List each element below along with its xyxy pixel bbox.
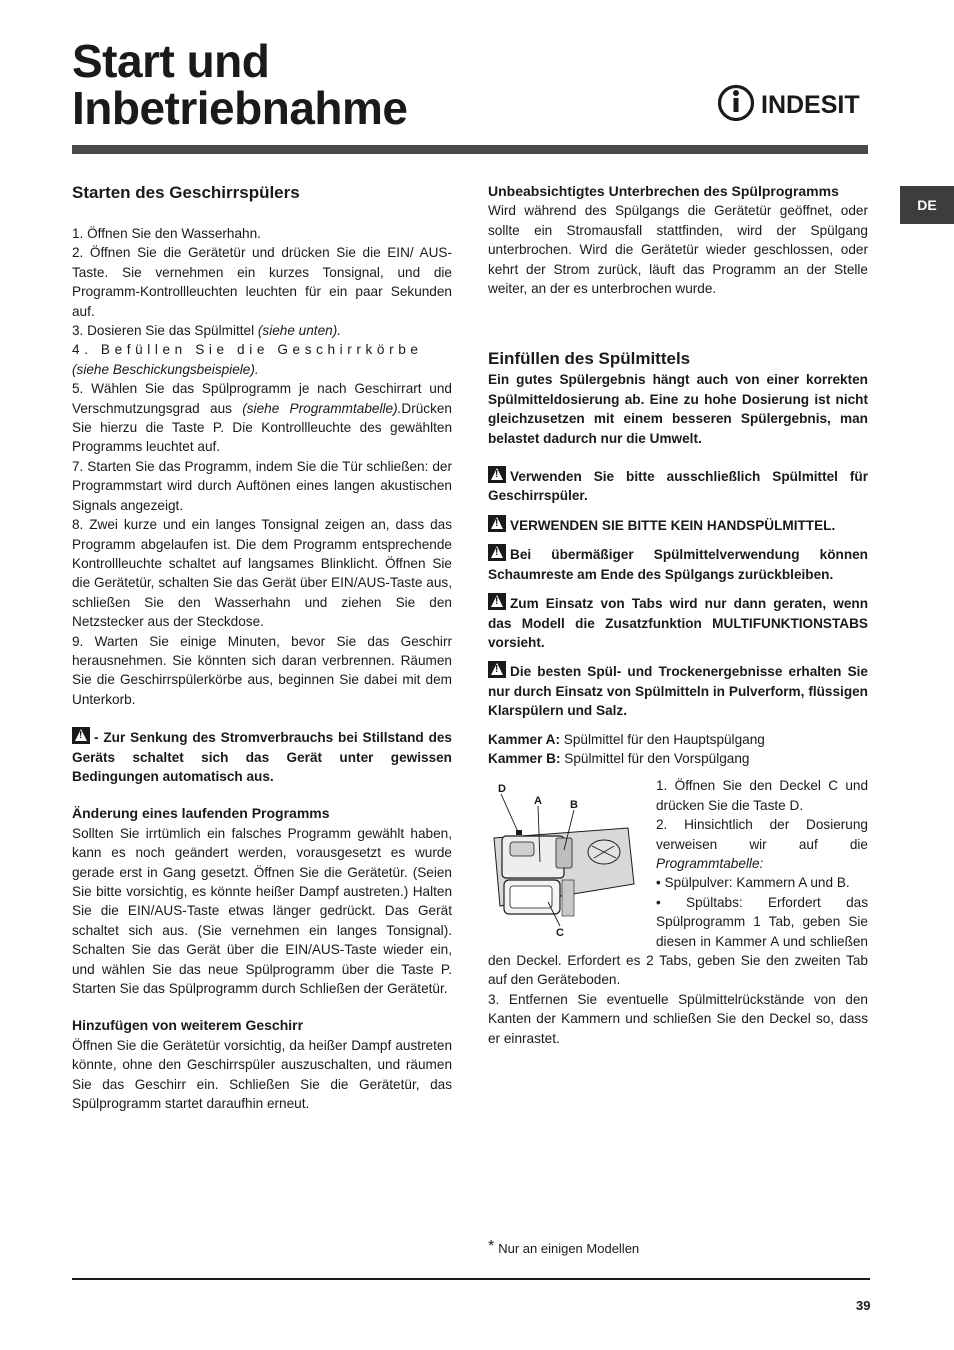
warning-4: !Zum Einsatz von Tabs wird nur dann geraten, wenn das Modell die Zusatzfunktion MULTIFUNKTIONSTABS vorsieht.: [488, 593, 868, 652]
warning-3: !Bei übermäßiger Spülmittelverwendung können Schaumreste am Ende des Spülgangs zurückbleiben.: [488, 544, 868, 584]
interruption-text: Wird während des Spülgangs die Gerätetür geöffnet, oder sollte ein Stromausfall stattfinden, wird der Spülgang unterbrochen. Wird die Gerätetür wieder geschlossen, oder kehrt der Strom zurück, läuft das Programm an der Stelle weiter, an der es unterbrochen wurde.: [488, 203, 868, 297]
heading-add-dishes: Hinzufügen von weiterem Geschirr: [72, 1017, 304, 1034]
dispenser-powder: • Spülpulver: Kammern A und B.: [656, 875, 850, 891]
dispenser-step-3: 3. Entfernen Sie eventuelle Spülmittelrückstände von den Kanten der Kammern und schließen Sie den Deckel so, dass er einrastet.: [488, 991, 868, 1046]
page-number: 39: [856, 1298, 871, 1313]
warning-icon: [488, 515, 506, 532]
svg-text:B: B: [570, 799, 578, 812]
svg-text:INDESIT: INDESIT: [761, 91, 860, 119]
step-3: 3. Dosieren Sie das Spülmittel (siehe unten).: [72, 323, 341, 339]
svg-text:A: A: [534, 795, 542, 808]
change-program-text: Sollten Sie irrtümlich ein falsches Programm gewählt haben, kann es noch geändert werden, vorausgesetzt es wurde gerade erst in Gang gesetzt. Öffnen Sie die Gerätetür. (Seien Sie bitte vorsichtig, es könnte heißer Dampf austreten.) Halten Sie die EIN/AUS-Taste etwas länger gedrückt. Das Gerät schaltet sich aus. (Sie vernehmen ein langes Tonsignal). Schalten Sie das Gerät über die EIN/AUS-Taste wieder ein, und wählen Sie das neue Spülprogramm über die Taste P. Starten Sie das Spülprogramm durch Schließen der Gerätetür.: [72, 825, 452, 997]
add-dishes-text: Öffnen Sie die Gerätetür vorsichtig, da heißer Dampf austreten könnte, ohne den Geschirrspüler auszuschalten, und räumen Sie das Geschirr ein. Schließen Sie die Gerätetür, das Spülprogramm startet daraufhin erneut.: [72, 1037, 452, 1112]
step-5: 5. Wählen Sie das Spülprogramm je nach Geschirrart und Verschmutzungsgrad aus (siehe Programmtabelle).Drücken Sie hierzu die Taste P. Die Kontrollleuchte des gewählten Programms leuchtet auf.: [72, 381, 452, 455]
chamber-b: Kammer B: Spülmittel für den Vorspülgang: [488, 750, 750, 766]
header-rule: [72, 145, 868, 154]
step-9: 9. Warten Sie einige Minuten, bevor Sie das Geschirr herausnehmen. Sie könnten sich daran verbrennen. Räumen Sie die Geschirrspülerkörbe aus, beginnen Sie dabei mit dem Unterkorb.: [72, 633, 452, 707]
heading-interruption: Unbeabsichtigtes Unterbrechen des Spülprogramms: [488, 183, 839, 199]
detergent-intro: Ein gutes Spülergebnis hängt auch von einer korrekten Spülmitteldosierung ab. Eine zu hohe Dosierung ist nicht gleichzusetzen mit einem besseren Spülergebnis, man belastet dadurch nur die Umwelt.: [488, 372, 868, 446]
page-title: Start und Inbetriebnahme: [72, 35, 408, 134]
standby-warning: !- Zur Senkung des Stromverbrauchs bei Stillstand des Geräts schaltet sich das Gerät unter gewissen Bedingungen automatisch aus.: [72, 727, 452, 786]
step-8: 8. Zwei kurze und ein langes Tonsignal zeigen an, dass das Programm abgelaufen ist. Die dem Programm entsprechende Kontrollleuchte schaltet auf langsames Blinklicht. Öffnen Sie die Gerätetür, schalten Sie das Gerät über EIN/AUS-Taste aus, schließen Sie den Wasserhahn und ziehen Sie den Netzstecker aus der Steckdose.: [72, 517, 452, 630]
indesit-logo: [718, 82, 870, 126]
footnote: * Nur an einigen Modellen: [488, 1238, 640, 1256]
warning-icon: [488, 466, 506, 483]
step-2: 2. Öffnen Sie die Gerätetür und drücken Sie die EIN/ AUS-Taste. Sie vernehmen ein kurzes Tonsignal, und die Programm-Kontrollleuchten leuchten für ein paar Sekunden auf.: [72, 245, 452, 319]
left-column: [72, 176, 452, 1113]
indesit-logo-icon: [718, 82, 870, 126]
dispenser-diagram: [488, 776, 648, 946]
heading-change-program: Änderung eines laufenden Programms: [72, 805, 330, 822]
warning-icon: [488, 544, 506, 561]
dispenser-section: [488, 776, 868, 1048]
step-7: 7. Starten Sie das Programm, indem Sie die Tür schließen: der Programmstart wird durch Auftönen eines langen akustischen Signals angezeigt.: [72, 458, 452, 513]
chamber-a: Kammer A: Spülmittel für den Hauptspülgang: [488, 731, 765, 747]
heading-start: Starten des Geschirrspülers: [72, 183, 300, 202]
dispenser-step-1: 1. Öffnen Sie den Deckel C und drücken Sie die Taste D.: [656, 778, 868, 813]
step-4: 4. Befüllen Sie die Geschirrkörbe (siehe Beschickungsbeispiele).: [72, 342, 423, 377]
dispenser-step-2: 2. Hinsichtlich der Dosierung verweisen wir auf die Programmtabelle:: [656, 817, 868, 871]
dispenser-tabs: • Spültabs: Erfordert das Spülprogramm 1 Tab, geben Sie diesen in Kammer A und schließen den Deckel. Erfordert es 2 Tabs, geben Sie den zweiten Tab auf den Geräteboden.: [488, 894, 868, 988]
warning-icon: [488, 661, 506, 678]
warning-5: !Die besten Spül- und Trockenergebnisse erhalten Sie nur durch Einsatz von Spülmitteln in Pulverform, flüssigen Klarspülern und Salz.: [488, 661, 868, 720]
heading-detergent: Einfüllen des Spülmittels: [488, 349, 691, 369]
warning-1: !Verwenden Sie bitte ausschließlich Spülmittel für Geschirrspüler.: [488, 466, 868, 506]
footer-rule: [72, 1278, 870, 1280]
language-tab: DE: [900, 186, 954, 224]
dispenser-drawing: [488, 776, 648, 946]
warning-icon: [488, 593, 506, 610]
svg-text:D: D: [498, 783, 506, 796]
right-column: [488, 176, 868, 1048]
warning-icon: [72, 727, 90, 744]
svg-text:C: C: [556, 927, 564, 940]
step-1: 1. Öffnen Sie den Wasserhahn.: [72, 226, 261, 241]
warning-2: !VERWENDEN SIE BITTE KEIN HANDSPÜLMITTEL.: [488, 515, 868, 535]
